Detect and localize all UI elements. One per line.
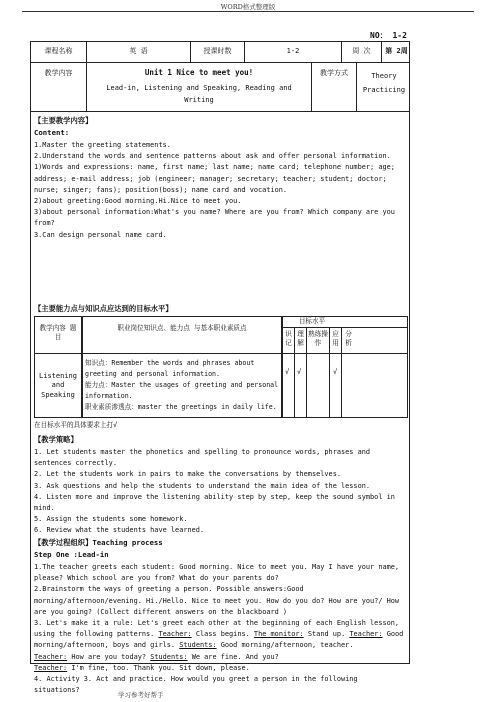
process-heading: 【教学过程组织】Teaching process (34, 538, 163, 547)
content-line: 3.Can design personal name card. (34, 230, 167, 239)
speaker-teacher: Teacher: (34, 663, 68, 672)
speaker-teacher: Teacher: (34, 652, 68, 661)
strategy-line: 3. Ask questions and help the students to understand the main idea of the lesson. (34, 481, 371, 490)
strategy-line: 1. Let students master the phonetics and spelling to pronounce words, phrases and sentences correctly. (34, 448, 371, 468)
content-subheading: Content: (34, 128, 70, 137)
teaching-content-row (31, 63, 409, 112)
goals-heading: 【主要能力点与知识点应达到的目标水平】 (34, 304, 173, 313)
content-line: 2)about greeting:Good morning.Hi.Nice to meet you. (34, 197, 242, 206)
content-line: 3)about personal information:What's you name? Where are you from? Which company are you from? (34, 208, 395, 228)
step-one-heading: Step One :Lead-in (34, 550, 109, 559)
process-dialogue: Teacher: How are you today? Students: We are fine. And you? (34, 652, 279, 661)
strategy-line: 5. Assign the students some homework. (34, 515, 188, 524)
page-header: WORD格式整理版 (220, 3, 276, 11)
method-label: 教学方式 (312, 63, 357, 111)
check-mark: √ (297, 368, 302, 376)
content-line: 1.Master the greeting statements. (34, 141, 171, 149)
ability-point: 能力点：Master the usages of greeting and personal information. (85, 381, 279, 400)
goals-point-header: 职业岗位知识点、能力点 与基本职业素质点 (117, 324, 247, 332)
level-operate: 熟练操作 (308, 330, 328, 347)
check-mark: √ (333, 368, 338, 376)
strategy-line: 2. Let the students work in pairs to make the conversations by themselves. (34, 470, 341, 479)
page-footer: 学习参考好帮手 (118, 691, 164, 699)
quality-point: 职业素质渗透点：master the greetings in daily life. (85, 403, 277, 411)
method-theory: Theory (371, 72, 397, 80)
document-number: NO： 1-2 (370, 31, 407, 40)
course-name-label: 课程名称 (31, 42, 87, 62)
process-paragraph: 3. Let's make it a rule: Let's greet each other at the beginning of each English lesson, using the following patterns. Teacher: Class begins. The monitor: Stand up. Teacher: Good morning/afternoon, boys and girls. Students: Good morning/afternoon, teacher. (34, 619, 404, 650)
level-analyze: 分析 (345, 330, 352, 347)
strategy-line: 6. Review what the students have learned. (34, 526, 205, 535)
header-rule (22, 11, 474, 12)
main-content-heading: 【主要教学内容】 (34, 116, 93, 125)
strategy-line: 4. Listen more and improve the listening ability step by step, keep the sound symbol in mind. (34, 492, 395, 513)
main-content-list (34, 140, 406, 241)
content-label: 教学内容 (31, 63, 87, 111)
content-line: 2.Understand the words and sentence patterns about ask and offer personal information. (34, 152, 391, 161)
goals-table (34, 316, 408, 436)
level-understand: 理解 (297, 330, 304, 347)
strategy-list (34, 447, 406, 537)
strategy-heading: 【教学策略】 (34, 435, 78, 444)
speaker-monitor: The monitor: (253, 630, 304, 639)
speaker-teacher: Teacher: (349, 630, 383, 639)
level-apply: 应用 (332, 330, 339, 347)
goals-points (85, 358, 279, 413)
unit-title: Unit 1 Nice to meet you! (144, 68, 254, 77)
speaker-students: Students: (179, 641, 217, 650)
goals-item: Listening and Speaking (39, 372, 77, 399)
hours-value: 1-2 (245, 42, 342, 62)
goals-level-header: 目标水平 (298, 317, 326, 325)
course-name-value: 英 语 (87, 42, 191, 62)
goals-note: 在目标水平的具体要求上打√ (34, 421, 118, 429)
speaker-teacher: Teacher: (158, 630, 192, 639)
hours-label: 授课时数 (191, 42, 245, 62)
process-paragraph: 4. Activity 3. Act and practice. How would you greet a person in the following situations? (34, 675, 358, 695)
check-mark: √ (285, 368, 290, 376)
process-body (34, 562, 406, 696)
unit-subtitle: Lead-in, Listening and Speaking, Reading and Writing (106, 83, 292, 104)
level-recall: 识记 (285, 330, 292, 347)
content-line: 1)Words and expressions: name, first name; last name; name card; telephone number; age; address; e-mail address; job (engineer; manager; secretary; teacher; student; doctor; nurse; singer; fans); position(boss); name card and vocation. (34, 163, 395, 194)
speaker-students: Students: (150, 652, 188, 661)
knowledge-point: 知识点：Remember the words and phrases about greeting and personal information. (85, 359, 255, 378)
process-paragraph: 2.Brainstorm the ways of greeting a person. Possible answers:Good morning/afternoon/evening. Hi./Hello. Nice to meet you. How do you do? How are you?/ How are you going? (Collect different answers on the blackboard ) (34, 585, 400, 616)
process-paragraph: 1.The teacher greets each student: Good morning. Nice to meet you. May I have your name, please? Which school are you from? What do your parents do? (34, 563, 400, 583)
content-value (87, 63, 312, 111)
method-value (357, 63, 411, 111)
week-label: 周 次 (342, 42, 382, 62)
goals-item-header: 教学内容 题 目 (39, 324, 77, 341)
week-value: 第 2周 (385, 47, 408, 56)
collect-note: (Collect different answers on the blackboard ) (96, 607, 288, 616)
course-info-row (31, 42, 409, 63)
process-dialogue: Teacher: I'm fine, too. Thank you. Sit down, please. (34, 663, 250, 672)
method-practicing: Practicing (362, 86, 406, 94)
